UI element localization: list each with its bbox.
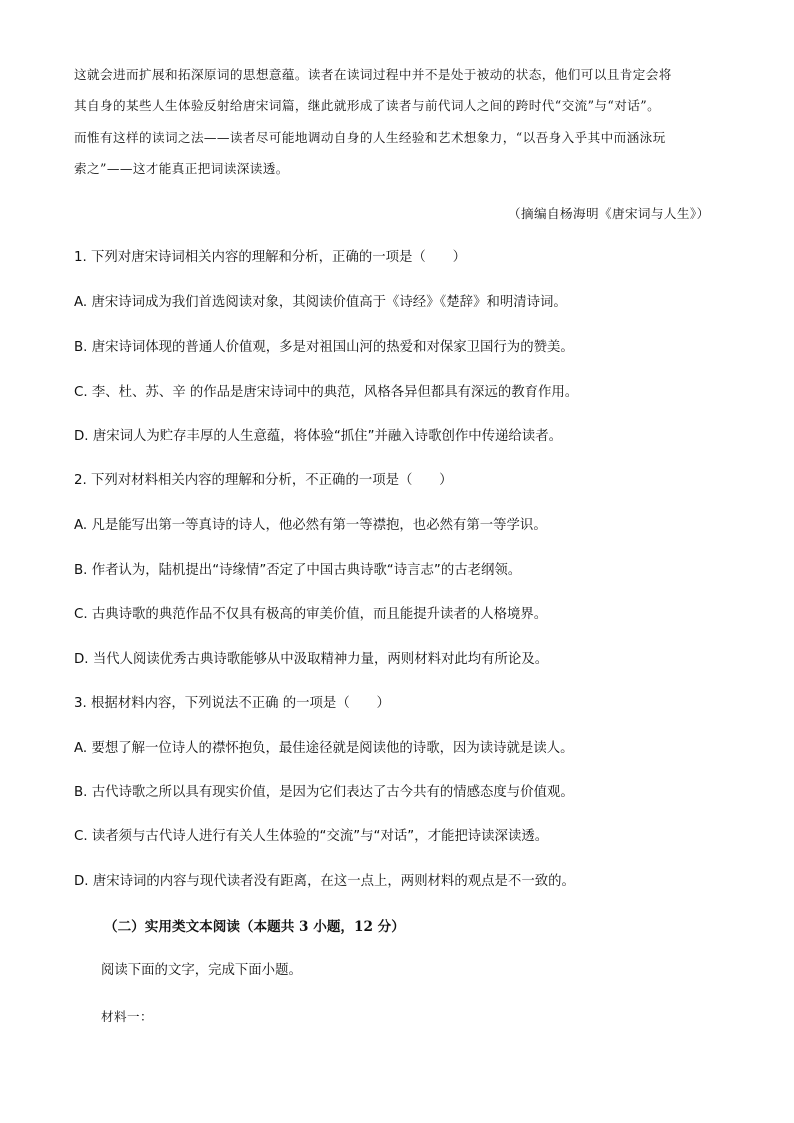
option-c: C. 李、杜、苏、辛 的作品是唐宋诗词中的典范，风格各异但都具有深远的教育作用。 — [74, 385, 579, 400]
option-d: D. 唐宋词人为贮存丰厚的人生意蕴，将体验“抓住”并融入诗歌创作中传递给读者。 — [74, 429, 562, 444]
passage-line: 这就会进而扩展和拓深原词的思想意蕴。读者在读词过程中并不是处于被动的状态，他们可以且肯定会将 — [74, 67, 672, 82]
option-a: A. 要想了解一位诗人的襟怀抱负，最佳途径就是阅读他的诗歌，因为读诗就是读人。 — [74, 741, 574, 756]
passage-line: 其自身的某些人生体验反射给唐宋词篇，继此就形成了读者与前代词人之间的跨时代“交流”与“对话”。 — [74, 98, 661, 113]
option-b: B. 作者认为，陆机提出“诗缘情”否定了中国古典诗歌“诗言志”的古老纲领。 — [74, 563, 522, 578]
option-a: A. 凡是能写出第一等真诗的诗人，他必然有第一等襟抱，也必然有第一等学识。 — [74, 518, 547, 533]
passage-line: 而惟有这样的读词之法——读者尽可能地调动自身的人生经验和艺术想象力，“以吾身入乎其中而涵泳玩 — [74, 130, 666, 145]
section-heading: （二）实用类文本阅读（本题共 3 小题，12 分） — [104, 919, 405, 935]
question-stem: 2. 下列对材料相关内容的理解和分析，不正确的一项是（ ） — [74, 473, 453, 488]
option-d: D. 当代人阅读优秀古典诗歌能够从中汲取精神力量，两则材料对此均有所论及。 — [74, 652, 549, 667]
option-c: C. 古典诗歌的典范作品不仅具有极高的审美价值，而且能提升读者的人格境界。 — [74, 607, 548, 622]
question-stem: 3. 根据材料内容，下列说法不正确 的一项是（ ） — [74, 696, 390, 711]
option-a: A. 唐宋诗词成为我们首选阅读对象，其阅读价值高于《诗经》《楚辞》和明清诗词。 — [74, 295, 567, 310]
passage-line: 索之”——这才能真正把词读深读透。 — [74, 161, 289, 176]
option-b: B. 古代诗歌之所以具有现实价值，是因为它们表达了古今共有的情感态度与价值观。 — [74, 785, 574, 800]
question-stem: 1. 下列对唐宋诗词相关内容的理解和分析，正确的一项是（ ） — [74, 250, 466, 265]
option-c: C. 读者须与古代诗人进行有关人生体验的“交流”与“对话”，才能把诗读深读透。 — [74, 829, 549, 844]
option-b: B. 唐宋诗词体现的普通人价值观，多是对祖国山河的热爱和对保家卫国行为的赞美。 — [74, 340, 574, 355]
passage-source: （摘编自杨海明《唐宋词与人生》） — [508, 206, 710, 221]
material-label: 材料一： — [101, 1009, 153, 1024]
section-instruction: 阅读下面的文字，完成下面小题。 — [101, 963, 302, 978]
option-d: D. 唐宋诗词的内容与现代读者没有距离，在这一点上，两则材料的观点是不一致的。 — [74, 874, 575, 889]
